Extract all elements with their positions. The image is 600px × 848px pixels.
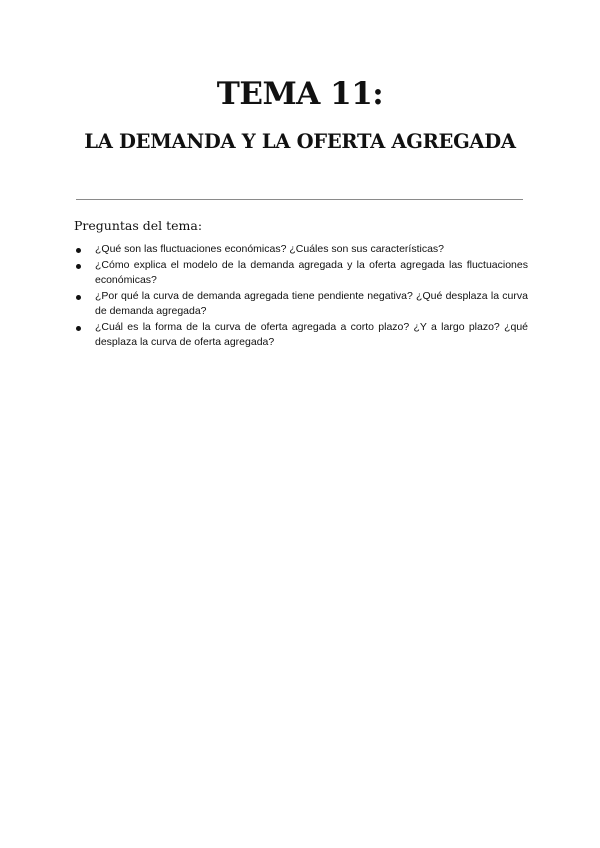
bullet-icon bbox=[76, 326, 81, 331]
list-item bbox=[74, 258, 528, 289]
document-title: TEMA 11: bbox=[216, 76, 384, 112]
questions-list bbox=[74, 242, 528, 351]
question-text: ¿Cuál es la forma de la curva de oferta agregada a corto plazo? ¿Y a largo plazo? ¿qué desplaza la curva de oferta agregada? bbox=[95, 320, 528, 348]
list-item bbox=[74, 242, 528, 258]
list-item bbox=[74, 289, 528, 320]
bullet-icon bbox=[76, 264, 81, 269]
question-text: ¿Por qué la curva de demanda agregada tiene pendiente negativa? ¿Qué desplaza la curva de demanda agregada? bbox=[95, 289, 528, 317]
question-text: ¿Qué son las fluctuaciones económicas? ¿Cuáles son sus características? bbox=[95, 243, 444, 255]
section-heading: Preguntas del tema: bbox=[74, 218, 203, 233]
bullet-icon bbox=[76, 295, 81, 300]
document-subtitle: LA DEMANDA Y LA OFERTA AGREGADA bbox=[84, 130, 516, 153]
horizontal-divider bbox=[76, 199, 523, 200]
bullet-icon bbox=[76, 248, 81, 253]
question-text: ¿Cómo explica el modelo de la demanda agregada y la oferta agregada las fluctuaciones económicas? bbox=[95, 258, 528, 286]
list-item bbox=[74, 320, 528, 351]
